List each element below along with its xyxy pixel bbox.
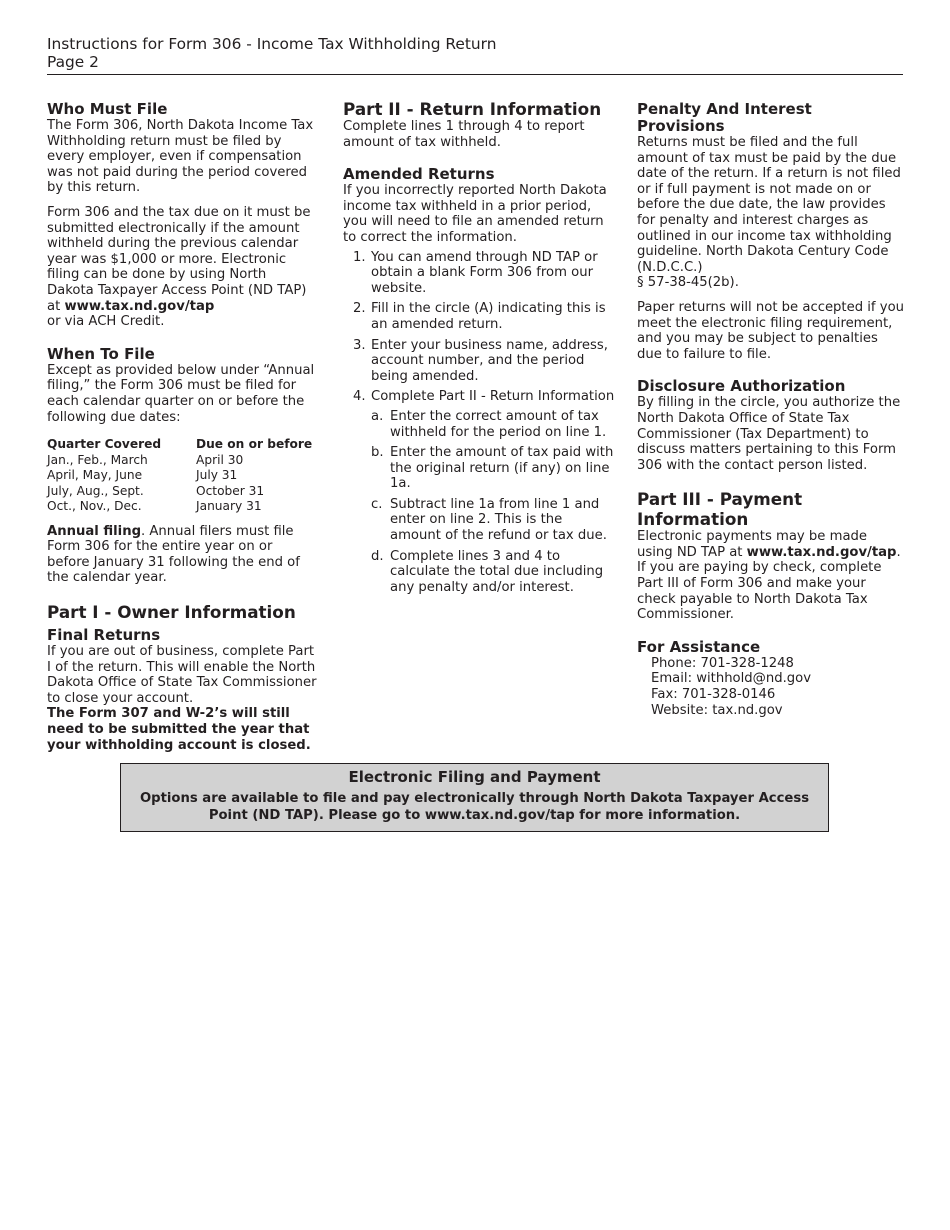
column-right [637, 99, 905, 718]
disclosure-heading: Disclosure Authorization [637, 377, 846, 396]
substep-letter: a. [371, 408, 384, 424]
substep-letter: c. [371, 496, 383, 512]
who-must-file-p2-text: Form 306 and the tax due on it must be submitted electronically if the amount withheld during the previous calendar year was $1,000 or more. Electronic filing can be done by using North Dakota Taxpayer Access Point (ND TAP) at [47, 204, 311, 314]
banner-title: Electronic Filing and Payment [348, 768, 601, 786]
penalty-p2: Paper returns will not be accepted if you meet the electronic filing requirement, and you may be subject to penalties due to failure to file. [637, 299, 905, 362]
table-header-row [47, 437, 317, 453]
amended-returns-heading: Amended Returns [343, 165, 495, 184]
substep-letter: d. [371, 548, 384, 564]
due-date-cell: April 30 [196, 452, 244, 467]
who-must-file-p1: The Form 306, North Dakota Income Tax Withholding return must be filed by every employer, even if compensation was not paid during the period covered by this return. [47, 118, 314, 196]
electronic-filing-banner [120, 763, 829, 832]
annual-filing-label: Annual filing [47, 523, 142, 539]
column-left [47, 99, 317, 753]
penalty-heading: Penalty And Interest Provisions [637, 100, 812, 135]
substep-letter: b. [371, 445, 384, 461]
quarter-cell: July, Aug., Sept. [47, 483, 144, 498]
step-text: Fill in the circle (A) indicating this is an amended return. [371, 301, 606, 332]
list-item [343, 250, 615, 297]
column-header: Quarter Covered [47, 437, 162, 452]
who-must-file-p2 [47, 205, 317, 330]
annual-filing-paragraph [47, 524, 317, 586]
substep-text: Enter the amount of tax paid with the original return (if any) on line 1a. [390, 445, 614, 492]
nd-tap-link[interactable]: www.tax.nd.gov/tap [64, 298, 215, 314]
disclosure-text: By filling in the circle, you authorize the North Dakota Office of State Tax Commissioner (Tax Department) to discuss matters pertaining to this Form 306 with the contact person listed. [637, 395, 901, 473]
list-item [371, 549, 615, 596]
due-date-cell: October 31 [196, 483, 265, 498]
step-text: Enter your business name, address, account number, and the period being amended. [371, 337, 608, 384]
final-returns-bold-text: The Form 307 and W-2’s will still need to be submitted the year that your withholding account is closed. [47, 706, 311, 753]
penalty-citation: § 57-38-45(2b). [637, 275, 739, 291]
assistance-fax: Fax: 701-328-0146 [651, 687, 776, 703]
substep-text: Enter the correct amount of tax withheld for the period on line 1. [390, 408, 607, 440]
list-item [343, 389, 615, 595]
table-row [47, 453, 317, 469]
column-header: Due on or before [196, 437, 313, 452]
part1-heading: Part I - Owner Information [47, 601, 296, 622]
assistance-phone: Phone: 701-328-1248 [651, 655, 794, 671]
page-number: Page 2 [47, 53, 99, 71]
when-to-file-heading: When To File [47, 344, 155, 363]
amend-steps-list [343, 250, 615, 596]
due-date-cell: July 31 [196, 468, 238, 483]
penalty-p1-text: Returns must be filed and the full amount of tax must be paid by the due date of the return. If a return is not filed or if full payment is not made on or before the due date, the law provides for penalty and interest charges as outlined in our income tax withholding guideline. North Dakota Century Code (N.D.C.C.) [637, 135, 901, 275]
table-row [47, 484, 317, 500]
step-text: You can amend through ND TAP or obtain a blank Form 306 from our website. [371, 249, 598, 296]
part2-text: Complete lines 1 through 4 to report amount of tax withheld. [343, 119, 585, 150]
amended-returns-text: If you incorrectly reported North Dakota income tax withheld in a prior period, you will need to file an amended return to correct the information. [343, 183, 607, 245]
part3-text [637, 529, 905, 623]
assistance-heading: For Assistance [637, 637, 761, 656]
quarter-cell: Oct., Nov., Dec. [47, 499, 142, 514]
quarter-cell: Jan., Feb., March [47, 452, 148, 467]
due-date-cell: January 31 [196, 499, 262, 514]
step-number: 4. [353, 389, 366, 405]
step-number: 2. [353, 301, 366, 317]
part3-text1: Electronic payments may be made using ND TAP at [637, 529, 868, 560]
column-middle [343, 99, 615, 600]
substep-text: Complete lines 3 and 4 to calculate the total due including any penalty and/or interest. [390, 548, 604, 595]
final-returns-heading: Final Returns [47, 625, 161, 644]
step-text: Complete Part II - Return Information [371, 389, 615, 405]
document-title: Instructions for Form 306 - Income Tax Withholding Return [47, 35, 497, 53]
list-item [371, 445, 615, 492]
substep-text: Subtract line 1a from line 1 and enter on line 2. This is the amount of the refund or tax due. [390, 496, 607, 544]
table-row [47, 468, 317, 484]
page-header [47, 35, 903, 75]
annual-filing-text: . Annual filers must file Form 306 for the entire year on or before January 31 following the end of the calendar year. [47, 523, 300, 586]
when-to-file-p1: Except as provided below under “Annual filing,” the Form 306 must be filed for each calendar quarter on or before the following due dates: [47, 362, 315, 425]
final-returns-bold [47, 706, 317, 753]
who-must-file-heading: Who Must File [47, 100, 168, 118]
substeps-list [371, 409, 615, 596]
penalty-p1 [637, 135, 905, 291]
step-number: 3. [353, 337, 366, 353]
step-number: 1. [353, 249, 366, 265]
part2-heading: Part II - Return Information [343, 99, 602, 119]
list-item [371, 409, 615, 440]
final-returns-text: If you are out of business, complete Part I of the return. This will enable the North Dakota Office of State Tax Commissioner to close your account. [47, 643, 317, 706]
assistance-email[interactable]: Email: withhold@nd.gov [651, 671, 812, 687]
part3-heading: Part III - Payment Information [637, 489, 803, 530]
quarter-cell: April, May, June [47, 468, 143, 483]
list-item [343, 338, 615, 385]
assistance-contacts [637, 656, 905, 718]
nd-tap-link[interactable]: www.tax.nd.gov/tap [746, 544, 897, 560]
part3-text2: . If you are paying by check, complete Part III of Form 306 and make your check payable to North Dakota Tax Commissioner. [637, 544, 901, 623]
table-row [47, 499, 317, 515]
due-dates-table [47, 437, 317, 515]
banner-text: Options are available to file and pay electronically through North Dakota Taxpayer Access Point (ND TAP). Please go to www.tax.nd.gov/tap for more information. [139, 791, 810, 823]
list-item [343, 301, 615, 332]
assistance-website[interactable]: Website: tax.nd.gov [651, 702, 783, 718]
list-item [371, 497, 615, 544]
who-must-file-p2-tail: or via ACH Credit. [47, 314, 165, 330]
